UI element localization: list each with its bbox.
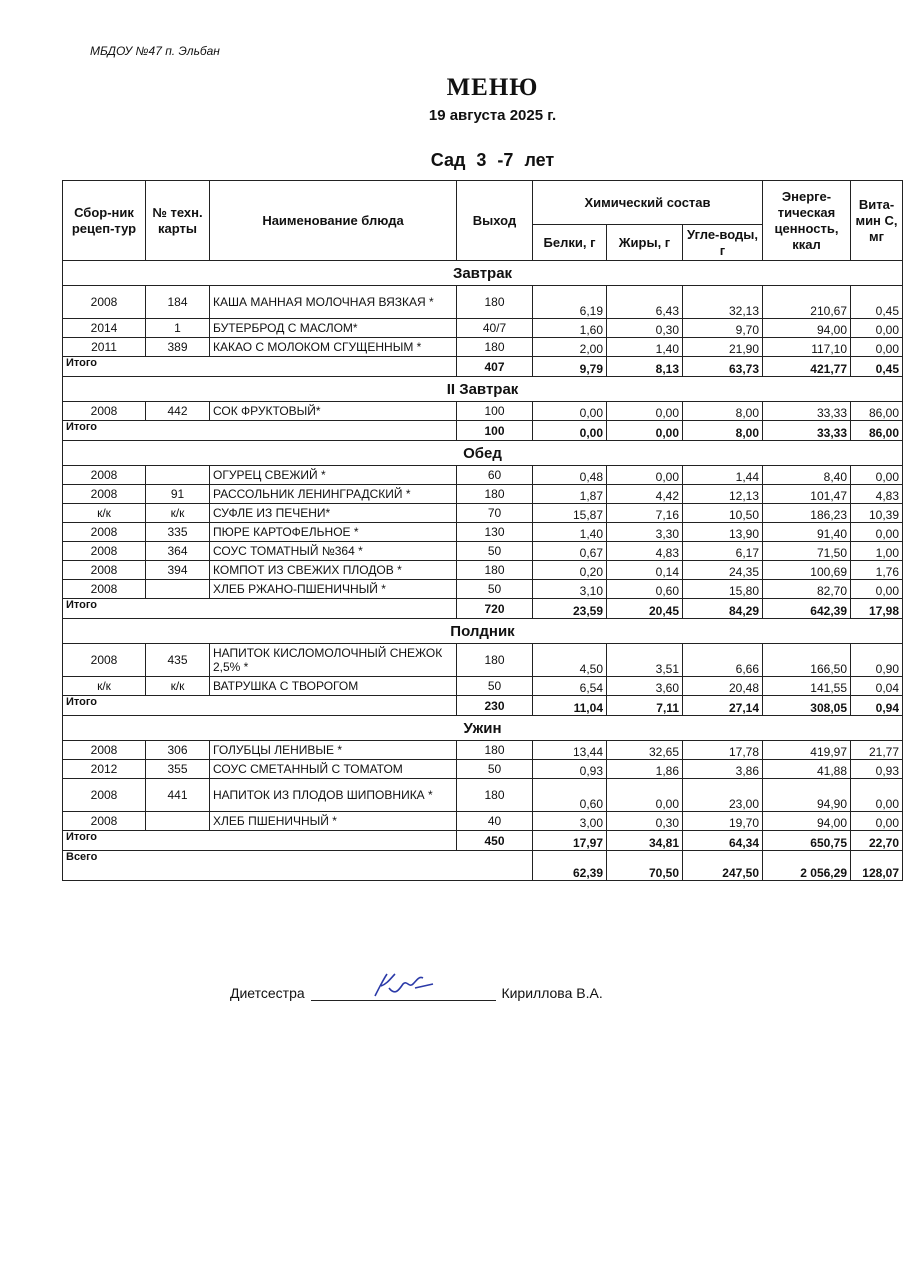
grand-total-vitamin: 128,07: [851, 851, 903, 881]
energy-cell: 94,00: [763, 319, 851, 338]
fat-cell: 3,30: [607, 523, 683, 542]
tech-card-cell: к/к: [146, 677, 210, 696]
table-row: [63, 542, 903, 561]
dish-name-cell: КАКАО С МОЛОКОМ СГУЩЕННЫМ *: [210, 338, 457, 357]
table-row: [63, 402, 903, 421]
grand-total-carbs: 247,50: [683, 851, 763, 881]
output-cell: 60: [457, 466, 533, 485]
menu-date: 19 августа 2025 г.: [428, 107, 557, 124]
recipe-collection-cell: 2008: [63, 466, 146, 485]
output-cell: 180: [457, 286, 533, 319]
fat-cell: 4,42: [607, 485, 683, 504]
grand-total-row: [63, 851, 903, 881]
dish-name-cell: СОУС СМЕТАННЫЙ С ТОМАТОМ: [210, 760, 457, 779]
energy-cell: 100,69: [763, 561, 851, 580]
energy-cell: 94,90: [763, 779, 851, 812]
vitamin-cell: 0,00: [851, 523, 903, 542]
carbs-cell: 23,00: [683, 779, 763, 812]
protein-cell: 6,54: [533, 677, 607, 696]
fat-cell: 1,86: [607, 760, 683, 779]
energy-cell: 166,50: [763, 644, 851, 677]
recipe-collection-cell: 2012: [63, 760, 146, 779]
carbs-cell: 15,80: [683, 580, 763, 599]
total-carbs: 27,14: [683, 696, 763, 716]
vitamin-cell: 0,00: [851, 319, 903, 338]
protein-cell: 0,00: [533, 402, 607, 421]
tech-card-cell: 1: [146, 319, 210, 338]
grand-total-energy: 2 056,29: [763, 851, 851, 881]
tech-card-cell: 364: [146, 542, 210, 561]
output-cell: 180: [457, 779, 533, 812]
total-vitamin: 0,94: [851, 696, 903, 716]
menu-body: [63, 261, 903, 881]
energy-cell: 419,97: [763, 741, 851, 760]
col-energy: Энерге-тическая ценность, ккал: [763, 181, 851, 261]
fat-cell: 4,83: [607, 542, 683, 561]
fat-cell: 3,51: [607, 644, 683, 677]
total-output: 720: [457, 599, 533, 619]
dish-name-cell: КАША МАННАЯ МОЛОЧНАЯ ВЯЗКАЯ *: [210, 286, 457, 319]
recipe-collection-cell: 2008: [63, 485, 146, 504]
carbs-cell: 20,48: [683, 677, 763, 696]
carbs-cell: 32,13: [683, 286, 763, 319]
total-carbs: 8,00: [683, 421, 763, 441]
fat-cell: 0,60: [607, 580, 683, 599]
output-cell: 180: [457, 561, 533, 580]
dish-name-cell: НАПИТОК ИЗ ПЛОДОВ ШИПОВНИКА *: [210, 779, 457, 812]
total-energy: 642,39: [763, 599, 851, 619]
carbs-cell: 12,13: [683, 485, 763, 504]
protein-cell: 0,93: [533, 760, 607, 779]
table-row: [63, 812, 903, 831]
vitamin-cell: 0,00: [851, 338, 903, 357]
table-row: [63, 644, 903, 677]
col-card: № техн. карты: [146, 181, 210, 261]
col-sbornik: Сбор-ник рецеп-тур: [63, 181, 146, 261]
section-total-row: [63, 599, 903, 619]
carbs-cell: 9,70: [683, 319, 763, 338]
table-row: [63, 561, 903, 580]
section-title: Ужин: [63, 716, 903, 741]
output-cell: 130: [457, 523, 533, 542]
total-protein: 23,59: [533, 599, 607, 619]
carbs-cell: 13,90: [683, 523, 763, 542]
recipe-collection-cell: 2008: [63, 286, 146, 319]
vitamin-cell: 0,04: [851, 677, 903, 696]
fat-cell: 0,30: [607, 812, 683, 831]
protein-cell: 3,10: [533, 580, 607, 599]
vitamin-cell: 1,00: [851, 542, 903, 561]
total-fat: 8,13: [607, 357, 683, 377]
signature-role: Диетсестра: [230, 985, 305, 1001]
protein-cell: 1,60: [533, 319, 607, 338]
vitamin-cell: 0,45: [851, 286, 903, 319]
output-cell: 40: [457, 812, 533, 831]
tech-card-cell: [146, 580, 210, 599]
carbs-cell: 3,86: [683, 760, 763, 779]
vitamin-cell: 0,00: [851, 466, 903, 485]
carbs-cell: 19,70: [683, 812, 763, 831]
tech-card-cell: 442: [146, 402, 210, 421]
output-cell: 180: [457, 338, 533, 357]
protein-cell: 1,87: [533, 485, 607, 504]
age-group: Сад 3 -7 лет: [430, 150, 555, 170]
table-row: [63, 523, 903, 542]
total-output: 230: [457, 696, 533, 716]
carbs-cell: 1,44: [683, 466, 763, 485]
output-cell: 50: [457, 542, 533, 561]
energy-cell: 71,50: [763, 542, 851, 561]
dish-name-cell: БУТЕРБРОД С МАСЛОМ*: [210, 319, 457, 338]
total-energy: 421,77: [763, 357, 851, 377]
protein-cell: 2,00: [533, 338, 607, 357]
table-row: [63, 741, 903, 760]
carbs-cell: 6,66: [683, 644, 763, 677]
table-row: [63, 504, 903, 523]
total-energy: 650,75: [763, 831, 851, 851]
energy-cell: 94,00: [763, 812, 851, 831]
col-chem: Химический состав: [533, 181, 763, 225]
tech-card-cell: 91: [146, 485, 210, 504]
signature-name: Кириллова В.А.: [501, 985, 603, 1001]
total-vitamin: 86,00: [851, 421, 903, 441]
vitamin-cell: 0,00: [851, 812, 903, 831]
recipe-collection-cell: 2008: [63, 779, 146, 812]
table-row: [63, 466, 903, 485]
total-protein: 9,79: [533, 357, 607, 377]
vitamin-cell: 0,90: [851, 644, 903, 677]
total-label: Итого: [63, 599, 457, 619]
protein-cell: 1,40: [533, 523, 607, 542]
total-protein: 0,00: [533, 421, 607, 441]
energy-cell: 33,33: [763, 402, 851, 421]
section-total-row: [63, 421, 903, 441]
total-energy: 33,33: [763, 421, 851, 441]
table-row: [63, 580, 903, 599]
recipe-collection-cell: 2008: [63, 812, 146, 831]
protein-cell: 0,48: [533, 466, 607, 485]
output-cell: 50: [457, 580, 533, 599]
col-fat: Жиры, г: [607, 225, 683, 261]
total-fat: 0,00: [607, 421, 683, 441]
total-carbs: 64,34: [683, 831, 763, 851]
section-header: [63, 441, 903, 466]
table-row: [63, 779, 903, 812]
recipe-collection-cell: 2008: [63, 580, 146, 599]
energy-cell: 82,70: [763, 580, 851, 599]
table-row: [63, 760, 903, 779]
dish-name-cell: ПЮРЕ КАРТОФЕЛЬНОЕ *: [210, 523, 457, 542]
total-label: Итого: [63, 357, 457, 377]
total-fat: 7,11: [607, 696, 683, 716]
total-vitamin: 22,70: [851, 831, 903, 851]
total-protein: 11,04: [533, 696, 607, 716]
recipe-collection-cell: 2008: [63, 402, 146, 421]
total-vitamin: 0,45: [851, 357, 903, 377]
dish-name-cell: СУФЛЕ ИЗ ПЕЧЕНИ*: [210, 504, 457, 523]
protein-cell: 0,67: [533, 542, 607, 561]
protein-cell: 15,87: [533, 504, 607, 523]
vitamin-cell: 0,93: [851, 760, 903, 779]
total-carbs: 84,29: [683, 599, 763, 619]
dish-name-cell: ХЛЕБ РЖАНО-ПШЕНИЧНЫЙ *: [210, 580, 457, 599]
output-cell: 50: [457, 760, 533, 779]
carbs-cell: 21,90: [683, 338, 763, 357]
fat-cell: 3,60: [607, 677, 683, 696]
protein-cell: 0,20: [533, 561, 607, 580]
total-output: 100: [457, 421, 533, 441]
recipe-collection-cell: к/к: [63, 677, 146, 696]
grand-total-fat: 70,50: [607, 851, 683, 881]
dish-name-cell: РАССОЛЬНИК ЛЕНИНГРАДСКИЙ *: [210, 485, 457, 504]
dish-name-cell: КОМПОТ ИЗ СВЕЖИХ ПЛОДОВ *: [210, 561, 457, 580]
vitamin-cell: 1,76: [851, 561, 903, 580]
vitamin-cell: 86,00: [851, 402, 903, 421]
total-label: Итого: [63, 421, 457, 441]
fat-cell: 0,00: [607, 402, 683, 421]
col-carbs: Угле-воды, г: [683, 225, 763, 261]
dish-name-cell: ХЛЕБ ПШЕНИЧНЫЙ *: [210, 812, 457, 831]
output-cell: 180: [457, 485, 533, 504]
table-row: [63, 677, 903, 696]
organization-name: МБДОУ №47 п. Эльбан: [90, 44, 220, 58]
vitamin-cell: 0,00: [851, 779, 903, 812]
section-header: [63, 716, 903, 741]
tech-card-cell: [146, 812, 210, 831]
handwritten-signature: [369, 970, 439, 1002]
section-title: Завтрак: [63, 261, 903, 286]
fat-cell: 0,30: [607, 319, 683, 338]
table-row: [63, 319, 903, 338]
output-cell: 100: [457, 402, 533, 421]
recipe-collection-cell: 2011: [63, 338, 146, 357]
total-carbs: 63,73: [683, 357, 763, 377]
tech-card-cell: 184: [146, 286, 210, 319]
protein-cell: 3,00: [533, 812, 607, 831]
col-name: Наименование блюда: [210, 181, 457, 261]
total-fat: 20,45: [607, 599, 683, 619]
output-cell: 40/7: [457, 319, 533, 338]
recipe-collection-cell: 2008: [63, 561, 146, 580]
dish-name-cell: СОУС ТОМАТНЫЙ №364 *: [210, 542, 457, 561]
carbs-cell: 8,00: [683, 402, 763, 421]
tech-card-cell: [146, 466, 210, 485]
output-cell: 70: [457, 504, 533, 523]
table-row: [63, 485, 903, 504]
protein-cell: 13,44: [533, 741, 607, 760]
tech-card-cell: 394: [146, 561, 210, 580]
fat-cell: 1,40: [607, 338, 683, 357]
fat-cell: 6,43: [607, 286, 683, 319]
section-title: II Завтрак: [63, 377, 903, 402]
total-output: 407: [457, 357, 533, 377]
section-title: Обед: [63, 441, 903, 466]
tech-card-cell: 355: [146, 760, 210, 779]
tech-card-cell: 435: [146, 644, 210, 677]
protein-cell: 0,60: [533, 779, 607, 812]
carbs-cell: 10,50: [683, 504, 763, 523]
total-label: Итого: [63, 696, 457, 716]
energy-cell: 210,67: [763, 286, 851, 319]
energy-cell: 141,55: [763, 677, 851, 696]
vitamin-cell: 10,39: [851, 504, 903, 523]
vitamin-cell: 0,00: [851, 580, 903, 599]
output-cell: 50: [457, 677, 533, 696]
fat-cell: 7,16: [607, 504, 683, 523]
vitamin-cell: 21,77: [851, 741, 903, 760]
fat-cell: 0,14: [607, 561, 683, 580]
fat-cell: 0,00: [607, 779, 683, 812]
table-row: [63, 338, 903, 357]
protein-cell: 4,50: [533, 644, 607, 677]
section-total-row: [63, 831, 903, 851]
dish-name-cell: ОГУРЕЦ СВЕЖИЙ *: [210, 466, 457, 485]
section-header: [63, 377, 903, 402]
col-protein: Белки, г: [533, 225, 607, 261]
output-cell: 180: [457, 644, 533, 677]
total-energy: 308,05: [763, 696, 851, 716]
tech-card-cell: 389: [146, 338, 210, 357]
recipe-collection-cell: 2008: [63, 644, 146, 677]
carbs-cell: 6,17: [683, 542, 763, 561]
tech-card-cell: 441: [146, 779, 210, 812]
carbs-cell: 24,35: [683, 561, 763, 580]
energy-cell: 91,40: [763, 523, 851, 542]
energy-cell: 186,23: [763, 504, 851, 523]
col-output: Выход: [457, 181, 533, 261]
section-header: [63, 261, 903, 286]
tech-card-cell: к/к: [146, 504, 210, 523]
total-label: Итого: [63, 831, 457, 851]
section-total-row: [63, 357, 903, 377]
total-vitamin: 17,98: [851, 599, 903, 619]
signature-block: [230, 985, 603, 1001]
fat-cell: 32,65: [607, 741, 683, 760]
recipe-collection-cell: к/к: [63, 504, 146, 523]
dish-name-cell: ВАТРУШКА С ТВОРОГОМ: [210, 677, 457, 696]
section-header: [63, 619, 903, 644]
total-output: 450: [457, 831, 533, 851]
recipe-collection-cell: 2008: [63, 741, 146, 760]
fat-cell: 0,00: [607, 466, 683, 485]
dish-name-cell: ГОЛУБЦЫ ЛЕНИВЫЕ *: [210, 741, 457, 760]
dish-name-cell: НАПИТОК КИСЛОМОЛОЧНЫЙ СНЕЖОК 2,5% *: [210, 644, 457, 677]
page-title: МЕНЮ: [446, 74, 539, 101]
recipe-collection-cell: 2008: [63, 523, 146, 542]
carbs-cell: 17,78: [683, 741, 763, 760]
energy-cell: 41,88: [763, 760, 851, 779]
col-vitamin: Вита-мин С, мг: [851, 181, 903, 261]
table-row: [63, 286, 903, 319]
energy-cell: 8,40: [763, 466, 851, 485]
section-title: Полдник: [63, 619, 903, 644]
total-fat: 34,81: [607, 831, 683, 851]
recipe-collection-cell: 2008: [63, 542, 146, 561]
vitamin-cell: 4,83: [851, 485, 903, 504]
grand-total-label: Всего: [63, 851, 533, 881]
output-cell: 180: [457, 741, 533, 760]
grand-total-protein: 62,39: [533, 851, 607, 881]
protein-cell: 6,19: [533, 286, 607, 319]
signature-line: [311, 986, 496, 1001]
recipe-collection-cell: 2014: [63, 319, 146, 338]
tech-card-cell: 306: [146, 741, 210, 760]
energy-cell: 101,47: [763, 485, 851, 504]
section-total-row: [63, 696, 903, 716]
dish-name-cell: СОК ФРУКТОВЫЙ*: [210, 402, 457, 421]
energy-cell: 117,10: [763, 338, 851, 357]
menu-table: [62, 180, 903, 881]
total-protein: 17,97: [533, 831, 607, 851]
tech-card-cell: 335: [146, 523, 210, 542]
